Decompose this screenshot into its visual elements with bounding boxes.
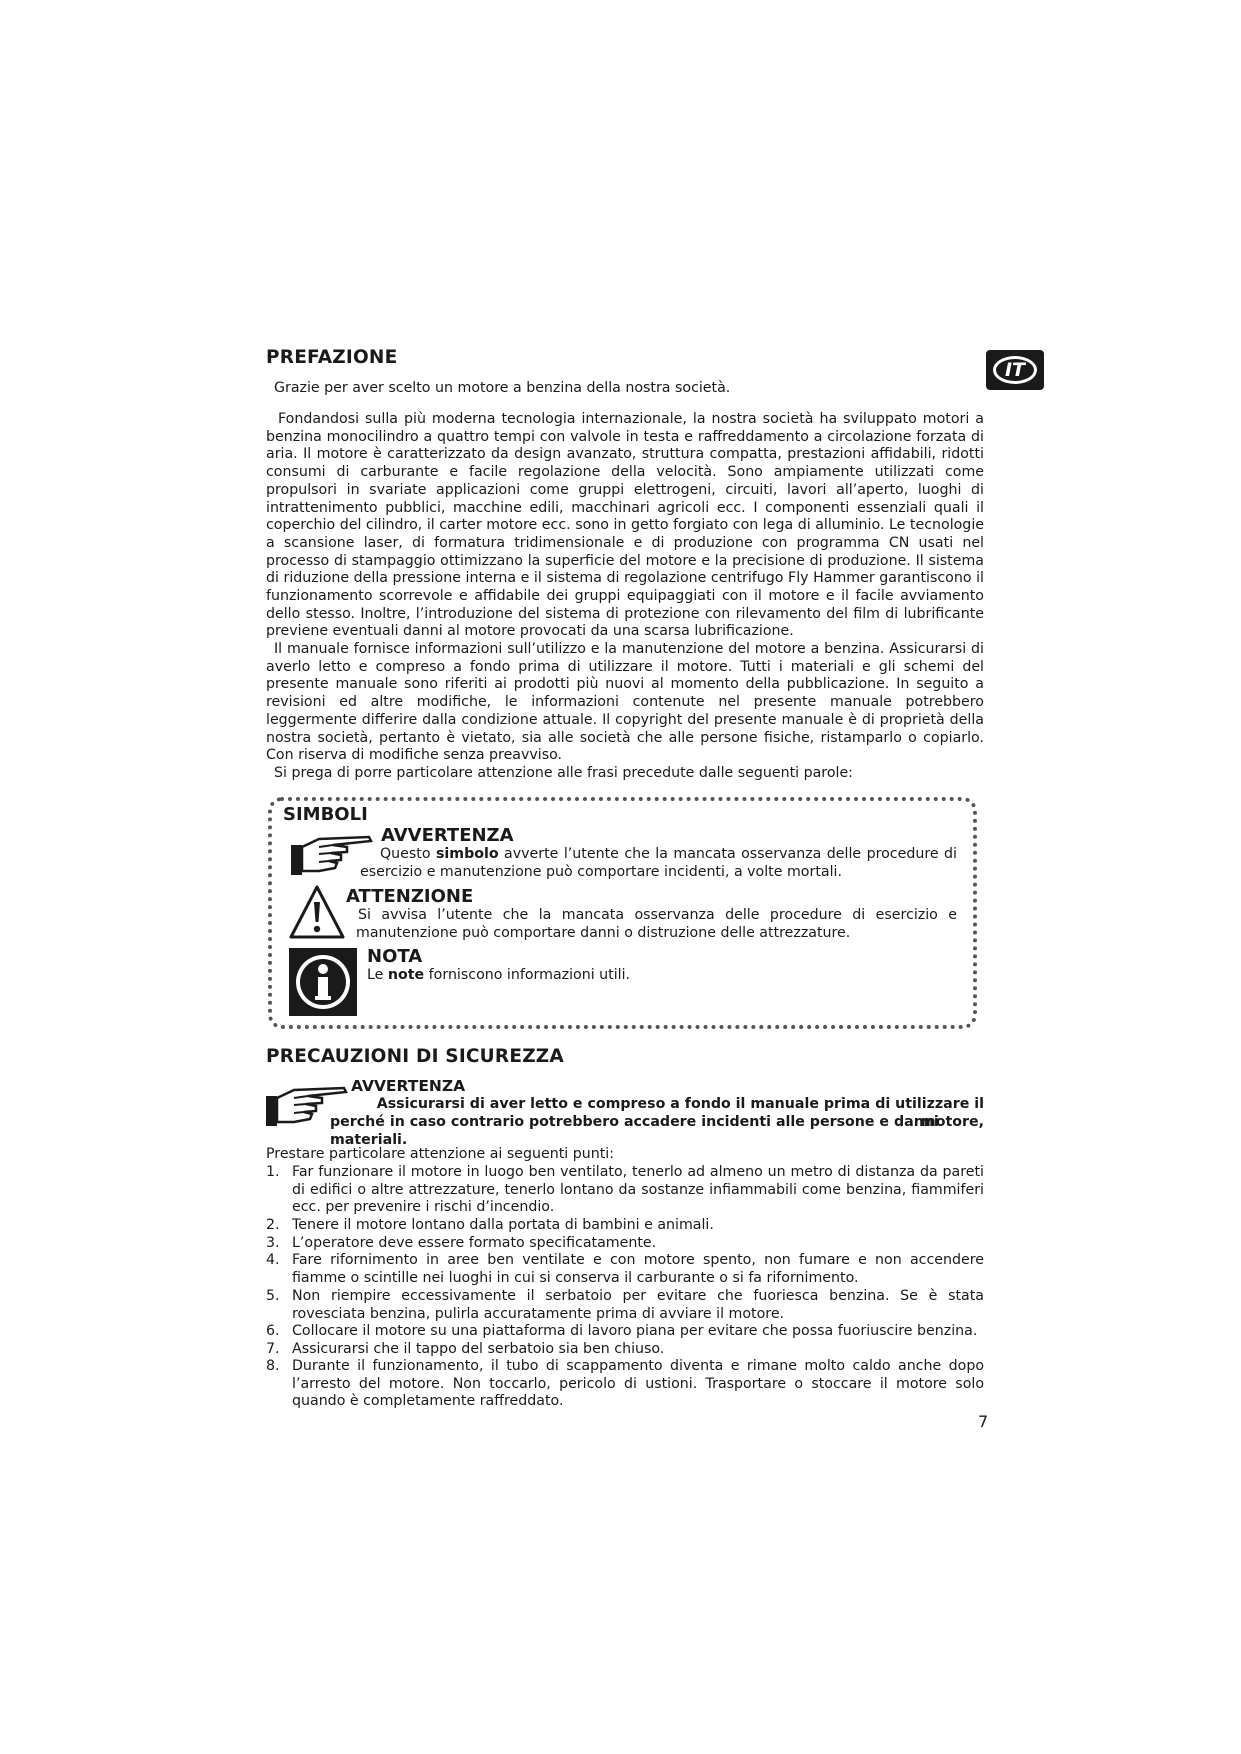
preface-paragraph-2: Il manuale fornisce informazioni sull’utilizzo e la manutenzione del motore a benzina. Assicurarsi di averlo letto e compreso a fondo prima di utilizzare il motore. Tutti i materiali e gli schemi del presente manuale sono riferiti ai prodotti più nuovi al momento della pubblicazione. In seguito a revisioni ed altre modifiche, le informazioni contenute nel presente manuale potrebbero leggermente differire dalla condizione attuale. Il copyright del presente manuale è di proprietà della nostra società, pertanto è vietato, sia alle società che alle persone fisiche, ristamparlo o copiarlo. Con riserva di modifiche senza preavviso. (266, 641, 984, 764)
safety-warning-line-1: Assicurarsi di aver letto e compreso a fondo il manuale prima di utilizzare il motore, (376, 1096, 984, 1130)
list-item-number: 7. (266, 1341, 280, 1357)
list-item (266, 1288, 984, 1323)
preface-title: PREFAZIONE (266, 347, 398, 368)
list-item-number: 5. (266, 1288, 280, 1304)
list-item-number: 6. (266, 1323, 280, 1339)
list-item-text: Tenere il motore lontano dalla portata di bambini e animali. (292, 1217, 714, 1233)
list-item (266, 1164, 984, 1217)
symbols-warning-text (360, 846, 957, 881)
page-number: 7 (978, 1412, 989, 1431)
preface-paragraph-3: Si prega di porre particolare attenzione alle frasi precedute dalle seguenti parole: (274, 765, 853, 781)
safety-title: PRECAUZIONI DI SICUREZZA (266, 1046, 564, 1067)
list-item-text: L’operatore deve essere formato specificatamente. (292, 1235, 657, 1251)
preface-intro: Grazie per aver scelto un motore a benzina della nostra società. (274, 380, 731, 396)
symbols-note-text-end: forniscono informazioni utili. (424, 967, 631, 983)
symbols-title: SIMBOLI (283, 804, 368, 825)
list-item-text: Durante il funzionamento, il tubo di scappamento diventa e rimane molto caldo anche dopo l’arresto del motore. Non toccarlo, pericolo di ustioni. Trasportare o stoccare il motore solo quando è completamente raffreddato. (292, 1358, 984, 1410)
symbols-warning-text-start: Questo (380, 846, 436, 862)
symbols-warning-text-end: avverte l’utente che la mancata osservanza delle procedure di esercizio e manutenzione può comportare incidenti, a volte mortali. (360, 846, 957, 880)
safety-intro: Prestare particolare attenzione ai seguenti punti: (266, 1146, 614, 1162)
symbols-note-title: NOTA (367, 946, 423, 967)
language-badge-label: IT (1004, 359, 1026, 381)
list-item-number: 3. (266, 1235, 280, 1251)
safety-warning-title: AVVERTENZA (351, 1077, 466, 1095)
symbols-warning-title: AVVERTENZA (381, 825, 514, 846)
list-item (266, 1252, 984, 1287)
symbols-caution-title: ATTENZIONE (346, 886, 474, 907)
list-item-text: Collocare il motore su una piattaforma di lavoro piana per evitare che possa fuoriuscire benzina. (292, 1323, 978, 1339)
symbols-note-text-start: Le (367, 967, 388, 983)
symbols-caution-text: Si avvisa l’utente che la mancata osservanza delle procedure di esercizio e manutenzione può comportare danni o distruzione delle attrezzature. (356, 907, 957, 941)
symbols-note-text-bold: note (387, 967, 425, 983)
symbols-warning-text-bold: simbolo (435, 846, 499, 862)
list-item-text: Far funzionare il motore in luogo ben ventilato, tenerlo ad almeno un metro di distanza da pareti di edifici o altre attrezzature, tenerlo lontano da sostanze infiammabili come benzina, fiammiferi ecc. per prevenire i rischi d’incendio. (292, 1164, 984, 1216)
list-item-text: Fare rifornimento in aree ben ventilate e con motore spento, non fumare e non accendere fiamme o scintille nei luoghi in cui si conserva il carburante o si fa rifornimento. (292, 1252, 984, 1286)
info-icon (289, 948, 357, 1016)
list-item-number: 4. (266, 1252, 280, 1268)
list-item-number: 2. (266, 1217, 280, 1233)
list-item (266, 1358, 984, 1411)
list-item-text: Non riempire eccessivamente il serbatoio per evitare che fuoriesca benzina. Se è stata rovesciata benzina, pulirla accuratamente prima di avviare il motore. (292, 1288, 984, 1322)
language-badge (986, 350, 1044, 390)
warning-triangle-icon (289, 884, 345, 940)
symbols-note-text (367, 967, 927, 985)
list-item-text: Assicurarsi che il tappo del serbatoio sia ben chiuso. (292, 1341, 665, 1357)
list-item (266, 1217, 984, 1235)
list-item (266, 1235, 984, 1253)
preface-paragraph-1: Fondandosi sulla più moderna tecnologia internazionale, la nostra società ha sviluppato motori a benzina monocilindro a quattro tempi con valvole in testa e raffreddamento a circolazione forzata di aria. Il motore è caratterizzato da design avanzato, struttura compatta, prestazioni affidabili, ridotti consumi di carburante e facile regolazione della velocità. Sono ampiamente utilizzati come propulsori in svariate applicazioni come gruppi elettrogeni, circuiti, lavori all’aperto, luoghi di intrattenimento pubblici, macchine edili, macchinari agricoli ecc. I componenti essenziali quali il coperchio del cilindro, il carter motore ecc. sono in getto forgiato con lega di alluminio. Le tecnologie a scansione laser, di formatura tridimensionale e di produzione con programma CN usati nel processo di stampaggio ottimizzano la superficie del motore e la precisione di produzione. Il sistema di riduzione della pressione interna e il sistema di regolazione centrifugo Fly Hammer garantiscono il funzionamento scorrevole e affidabile dei gruppi equipaggiati con il motore e il facile avviamento dello stesso. Inoltre, l’introduzione del sistema di protezione con rilevamento del film di lubrificante previene eventuali danni al motore provocati da una scarsa lubrificazione. (266, 411, 984, 640)
list-item (266, 1323, 984, 1341)
list-item-number: 8. (266, 1358, 280, 1374)
list-item (266, 1341, 984, 1359)
list-item-number: 1. (266, 1164, 280, 1180)
safety-warning-line-2: perché in caso contrario potrebbero accadere incidenti alle persone e danni materiali. (330, 1114, 939, 1148)
